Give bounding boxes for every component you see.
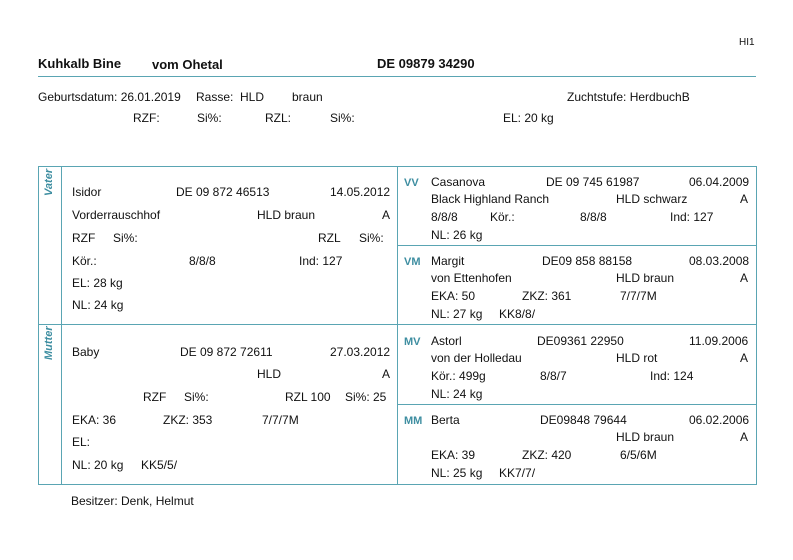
mutter-el: EL: [72,435,91,449]
farm-name: vom Ohetal [152,57,223,72]
si-label-2: Si%: [330,111,355,125]
color-value: braun [292,90,323,104]
vm-breed: HLD braun [616,271,675,285]
vv-id: DE 09 745 61987 [546,175,640,189]
vv-farm: Black Highland Ranch [431,192,550,206]
mutter-name: Baby [72,345,100,359]
mutter-breed: HLD [257,367,282,381]
vv-nl: NL: 26 kg [431,228,483,242]
animal-name: Kuhkalb Bine [38,56,122,71]
si-label-1: Si%: [197,111,222,125]
mv-farm: von der Holledau [431,351,522,365]
vater-nl: NL: 24 kg [72,298,124,312]
mm-nl: NL: 25 kg [431,466,483,480]
el-value: EL: 20 kg [503,111,554,125]
mv-mm-divider [397,404,757,405]
mv-kor: Kör.: 499g [431,369,486,383]
vater-breed: HLD braun [257,208,316,222]
parents-divider [38,324,398,325]
mm-id: DE09848 79644 [540,413,627,427]
breed-value: HLD [240,90,265,104]
vater-kor-label: Kör.: [72,254,97,268]
mv-score: 8/8/7 [540,369,567,383]
vm-farm: von Ettenhofen [431,271,512,285]
label-column-divider [61,166,62,485]
vv-name: Casanova [431,175,486,189]
document-code: HI1 [739,37,755,48]
vm-nl: NL: 27 kg [431,307,483,321]
center-divider [397,166,398,485]
mv-date: 11.09.2006 [689,334,749,348]
vm-zkz: ZKZ: 361 [522,289,572,303]
mutter-rzl: RZL 100 [285,390,331,404]
vv-kor-label: Kör.: [490,210,515,224]
mv-ind: Ind: 124 [650,369,694,383]
mutter-si1: Si%: [184,390,209,404]
mm-breed: HLD braun [616,430,675,444]
vm-class: A [740,271,749,285]
mv-nl: NL: 24 kg [431,387,483,401]
mutter-rzf: RZF [143,390,167,404]
vater-date: 14.05.2012 [330,185,391,199]
owner: Besitzer: Denk, Helmut [71,494,194,508]
vm-eka: EKA: 50 [431,289,476,303]
mm-eka: EKA: 39 [431,448,476,462]
vv-vm-divider [397,245,757,246]
vater-si1: Si%: [113,231,138,245]
mm-score: 6/5/6M [620,448,657,462]
breed-label: Rasse: [196,90,234,104]
vater-class: A [382,208,391,222]
vv-score: 8/8/8 [431,210,458,224]
vv-class: A [740,192,749,206]
vater-ind: Ind: 127 [299,254,343,268]
vm-score: 7/7/7M [620,289,657,303]
vm-mv-divider [397,324,757,325]
vater-name: Isidor [72,185,102,199]
mutter-score: 7/7/7M [262,413,299,427]
vm-date: 08.03.2008 [689,254,750,268]
mm-name: Berta [431,413,460,427]
mutter-eka: EKA: 36 [72,413,117,427]
mutter-si2: Si%: 25 [345,390,387,404]
mutter-label: Mutter [43,326,55,360]
mv-name: Astorl [431,334,462,348]
rzl-label: RZL: [265,111,292,125]
mm-zkz: ZKZ: 420 [522,448,572,462]
mm-kk: KK7/7/ [499,466,536,480]
mutter-zkz: ZKZ: 353 [163,413,213,427]
vv-date: 06.04.2009 [689,175,750,189]
vater-rzl: RZL [318,231,341,245]
birth-date: Geburtsdatum: 26.01.2019 [38,90,181,104]
vm-tag: VM [404,256,421,268]
vv-kor: 8/8/8 [580,210,607,224]
mv-tag: MV [404,336,421,348]
vater-si2: Si%: [359,231,384,245]
mutter-kk: KK5/5/ [141,458,178,472]
mm-tag: MM [404,415,423,427]
vv-tag: VV [404,177,419,189]
mutter-class: A [382,367,391,381]
breeding-level: Zuchtstufe: HerdbuchB [567,90,690,104]
mv-id: DE09361 22950 [537,334,624,348]
vater-id: DE 09 872 46513 [176,185,270,199]
vater-rzf: RZF [72,231,96,245]
rzf-label: RZF: [133,111,160,125]
mutter-id: DE 09 872 72611 [180,345,273,359]
vm-name: Margit [431,254,465,268]
vater-label: Vater [43,168,55,196]
vm-kk: KK8/8/ [499,307,536,321]
header-rule [38,76,756,77]
vater-kor: 8/8/8 [189,254,216,268]
mv-class: A [740,351,749,365]
vater-el: EL: 28 kg [72,276,123,290]
mutter-date: 27.03.2012 [330,345,391,359]
animal-id: DE 09879 34290 [377,56,475,71]
mm-class: A [740,430,749,444]
vv-breed: HLD schwarz [616,192,688,206]
vater-farm: Vorderrauschhof [72,208,161,222]
mm-date: 06.02.2006 [689,413,750,427]
mv-breed: HLD rot [616,351,658,365]
vv-ind: Ind: 127 [670,210,714,224]
vm-id: DE09 858 88158 [542,254,633,268]
mutter-nl: NL: 20 kg [72,458,124,472]
